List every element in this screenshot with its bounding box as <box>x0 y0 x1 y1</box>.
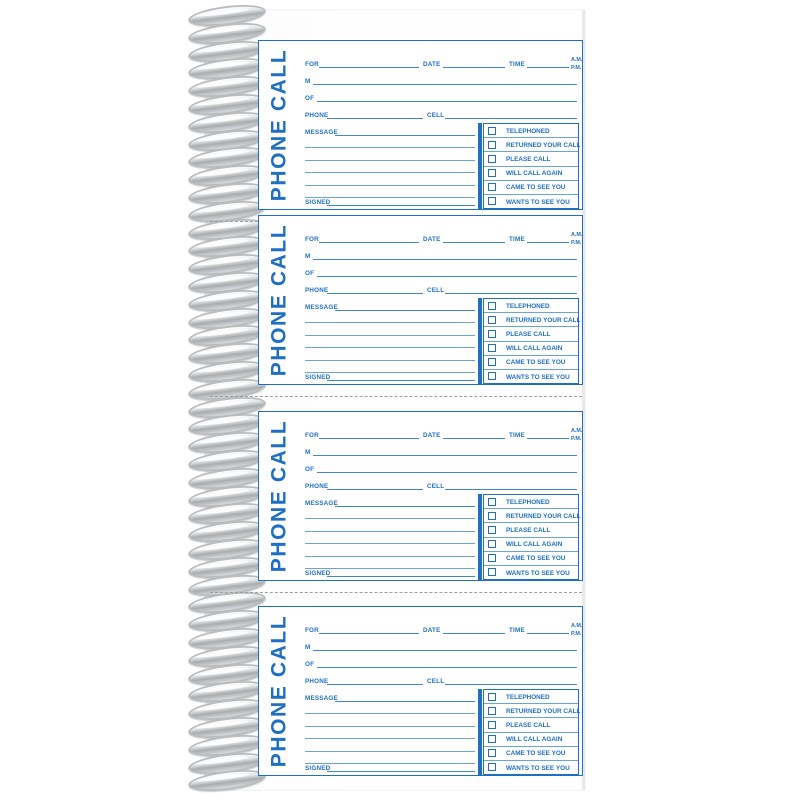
message-rule <box>305 713 475 714</box>
checkbox-came-to-see-you[interactable] <box>488 749 496 757</box>
field-label-signed: SIGNED <box>305 570 331 577</box>
field-label-cell: CELL <box>427 287 445 294</box>
field-label-signed: SIGNED <box>305 765 331 772</box>
field-rule <box>319 67 419 68</box>
form-title-text: PHONE CALL <box>267 223 290 377</box>
checkbox-label: RETURNED YOUR CALL <box>506 512 581 520</box>
checkbox-telephoned[interactable] <box>488 693 496 701</box>
checkbox-wants-to-see-you[interactable] <box>488 763 496 771</box>
field-rule <box>443 438 505 439</box>
field-label-of: OF <box>305 466 315 473</box>
field-label-date: DATE <box>423 627 441 634</box>
field-rule <box>335 135 475 136</box>
checkbox-label: RETURNED YOUR CALL <box>506 316 581 324</box>
field-rule <box>527 438 569 439</box>
checkbox-returned-your-call[interactable] <box>488 512 496 520</box>
checkbox-label: TELEPHONED <box>506 693 550 701</box>
checkbox-row[interactable] <box>484 195 578 209</box>
field-label-phone: PHONE <box>305 483 329 490</box>
checkbox-block <box>483 494 579 580</box>
checkbox-row[interactable] <box>484 523 578 537</box>
phone-call-form <box>258 40 583 210</box>
checkbox-label: PLEASE CALL <box>506 526 551 534</box>
field-rule <box>313 650 577 651</box>
spiral-binding <box>188 6 268 794</box>
checkbox-block <box>483 689 579 775</box>
field-rule <box>327 205 475 206</box>
field-rule <box>527 67 569 68</box>
message-rule <box>305 568 475 569</box>
checkbox-label: CAME TO SEE YOU <box>506 750 566 758</box>
checkbox-label: WILL CALL AGAIN <box>506 170 563 178</box>
form-title-text: PHONE CALL <box>267 614 290 768</box>
field-label-date: DATE <box>423 236 441 243</box>
field-label-message: MESSAGE <box>305 304 338 311</box>
checkbox-label: WANTS TO SEE YOU <box>506 373 570 381</box>
checkbox-row[interactable] <box>484 299 578 313</box>
field-label-time: TIME <box>509 432 525 439</box>
checkbox-row[interactable] <box>484 138 581 152</box>
field-label-message: MESSAGE <box>305 695 338 702</box>
ampm-label <box>571 427 582 444</box>
field-label-cell: CELL <box>427 483 445 490</box>
checkbox-will-call-again[interactable] <box>488 735 496 743</box>
checkbox-came-to-see-you[interactable] <box>488 554 496 562</box>
field-label-signed: SIGNED <box>305 374 331 381</box>
form-body <box>299 607 582 775</box>
message-rule <box>305 147 475 148</box>
field-rule <box>317 101 577 102</box>
checkbox-block <box>483 298 579 384</box>
field-label-of: OF <box>305 95 315 102</box>
checkbox-label: WILL CALL AGAIN <box>506 541 563 549</box>
checkbox-label: CAME TO SEE YOU <box>506 555 566 563</box>
checkbox-please-call[interactable] <box>488 526 496 534</box>
field-rule <box>443 242 505 243</box>
checkbox-label: WANTS TO SEE YOU <box>506 764 570 772</box>
field-rule <box>319 242 419 243</box>
field-rule <box>327 380 475 381</box>
field-rule <box>335 310 475 311</box>
checkbox-row[interactable] <box>484 124 578 138</box>
field-rule <box>445 684 577 685</box>
checkbox-block-spine <box>478 123 482 209</box>
checkbox-came-to-see-you[interactable] <box>488 358 496 366</box>
field-label-time: TIME <box>509 61 525 68</box>
field-rule <box>327 118 423 119</box>
phone-call-form <box>258 606 583 776</box>
checkbox-block <box>483 123 579 209</box>
field-label-date: DATE <box>423 432 441 439</box>
checkbox-telephoned[interactable] <box>488 498 496 506</box>
checkbox-label: PLEASE CALL <box>506 155 551 163</box>
phone-call-form <box>258 411 583 581</box>
field-rule <box>327 489 423 490</box>
message-rule <box>305 763 475 764</box>
field-rule <box>443 633 505 634</box>
checkbox-will-call-again[interactable] <box>488 344 496 352</box>
field-rule <box>335 506 475 507</box>
message-rule <box>305 360 475 361</box>
field-rule <box>313 84 577 85</box>
checkbox-returned-your-call[interactable] <box>488 316 496 324</box>
checkbox-row[interactable] <box>484 509 581 523</box>
perforation-line <box>210 396 582 397</box>
field-rule <box>327 684 423 685</box>
checkbox-label: CAME TO SEE YOU <box>506 184 566 192</box>
checkbox-row[interactable] <box>484 370 578 384</box>
field-rule <box>327 293 423 294</box>
ampm-label <box>571 231 582 248</box>
pm-label: P.M. <box>571 436 582 443</box>
message-rule <box>305 726 475 727</box>
field-rule <box>313 259 577 260</box>
field-rule <box>317 472 577 473</box>
checkbox-label: PLEASE CALL <box>506 721 551 729</box>
field-label-for: FOR <box>305 627 319 634</box>
field-label-time: TIME <box>509 236 525 243</box>
checkbox-telephoned[interactable] <box>488 302 496 310</box>
field-rule <box>335 701 475 702</box>
checkbox-label: RETURNED YOUR CALL <box>506 707 581 715</box>
checkbox-block-spine <box>478 494 482 580</box>
field-rule <box>317 667 577 668</box>
checkbox-label: WILL CALL AGAIN <box>506 345 563 353</box>
checkbox-block-spine <box>478 689 482 775</box>
message-rule <box>305 531 475 532</box>
message-rule <box>305 172 475 173</box>
checkbox-row[interactable] <box>484 747 578 761</box>
field-label-phone: PHONE <box>305 112 329 119</box>
message-rule <box>305 160 475 161</box>
checkbox-came-to-see-you[interactable] <box>488 183 496 191</box>
message-rule <box>305 335 475 336</box>
form-title-text: PHONE CALL <box>267 48 290 202</box>
perforation-line <box>210 592 582 593</box>
checkbox-row[interactable] <box>484 181 578 195</box>
field-label-m: M <box>305 449 311 456</box>
checkbox-row[interactable] <box>484 327 578 341</box>
form-body <box>299 41 582 209</box>
checkbox-label: WANTS TO SEE YOU <box>506 198 570 206</box>
message-rule <box>305 322 475 323</box>
checkbox-label: PLEASE CALL <box>506 330 551 338</box>
pm-label: P.M. <box>571 65 582 72</box>
field-rule <box>319 438 419 439</box>
form-body <box>299 216 582 384</box>
field-rule <box>317 276 577 277</box>
checkbox-telephoned[interactable] <box>488 127 496 135</box>
checkbox-row[interactable] <box>484 718 578 732</box>
pm-label: P.M. <box>571 240 582 247</box>
checkbox-returned-your-call[interactable] <box>488 707 496 715</box>
message-rule <box>305 751 475 752</box>
form-title <box>259 216 299 384</box>
field-label-m: M <box>305 253 311 260</box>
checkbox-please-call[interactable] <box>488 721 496 729</box>
field-label-message: MESSAGE <box>305 500 338 507</box>
checkbox-row[interactable] <box>484 356 578 370</box>
checkbox-wants-to-see-you[interactable] <box>488 372 496 380</box>
field-label-for: FOR <box>305 236 319 243</box>
field-rule <box>327 771 475 772</box>
field-label-of: OF <box>305 661 315 668</box>
phone-call-form <box>258 215 583 385</box>
field-rule <box>313 455 577 456</box>
field-rule <box>443 67 505 68</box>
field-label-time: TIME <box>509 627 525 634</box>
checkbox-label: CAME TO SEE YOU <box>506 359 566 367</box>
checkbox-row[interactable] <box>484 167 578 181</box>
form-title <box>259 41 299 209</box>
checkbox-label: WILL CALL AGAIN <box>506 736 563 744</box>
field-label-cell: CELL <box>427 112 445 119</box>
checkbox-returned-your-call[interactable] <box>488 141 496 149</box>
checkbox-row[interactable] <box>484 152 578 166</box>
checkbox-row[interactable] <box>484 538 578 552</box>
checkbox-row[interactable] <box>484 733 578 747</box>
field-rule <box>327 576 475 577</box>
am-label: A.M. <box>571 428 583 434</box>
field-label-for: FOR <box>305 432 319 439</box>
checkbox-row[interactable] <box>484 566 578 580</box>
message-rule <box>305 518 475 519</box>
message-rule <box>305 543 475 544</box>
checkbox-please-call[interactable] <box>488 330 496 338</box>
message-rule <box>305 738 475 739</box>
form-title <box>259 607 299 775</box>
checkbox-label: WANTS TO SEE YOU <box>506 569 570 577</box>
checkbox-row[interactable] <box>484 704 581 718</box>
field-label-cell: CELL <box>427 678 445 685</box>
checkbox-row[interactable] <box>484 761 578 775</box>
field-label-signed: SIGNED <box>305 199 331 206</box>
am-label: A.M. <box>571 623 583 629</box>
checkbox-row[interactable] <box>484 313 581 327</box>
checkbox-row[interactable] <box>484 552 578 566</box>
checkbox-row[interactable] <box>484 690 578 704</box>
checkbox-row[interactable] <box>484 342 578 356</box>
field-label-m: M <box>305 644 311 651</box>
checkbox-label: TELEPHONED <box>506 127 550 135</box>
field-rule <box>445 489 577 490</box>
field-rule <box>445 118 577 119</box>
field-label-for: FOR <box>305 61 319 68</box>
am-label: A.M. <box>571 57 583 63</box>
form-title <box>259 412 299 580</box>
field-rule <box>319 633 419 634</box>
checkbox-will-call-again[interactable] <box>488 540 496 548</box>
checkbox-block-spine <box>478 298 482 384</box>
field-label-phone: PHONE <box>305 678 329 685</box>
message-rule <box>305 347 475 348</box>
field-label-date: DATE <box>423 61 441 68</box>
message-rule <box>305 372 475 373</box>
field-rule <box>527 633 569 634</box>
checkbox-please-call[interactable] <box>488 155 496 163</box>
am-label: A.M. <box>571 232 583 238</box>
field-label-phone: PHONE <box>305 287 329 294</box>
ampm-label <box>571 56 582 73</box>
field-label-message: MESSAGE <box>305 129 338 136</box>
message-rule <box>305 197 475 198</box>
field-label-m: M <box>305 78 311 85</box>
field-rule <box>527 242 569 243</box>
form-body <box>299 412 582 580</box>
checkbox-row[interactable] <box>484 495 578 509</box>
message-rule <box>305 556 475 557</box>
pm-label: P.M. <box>571 631 582 638</box>
checkbox-label: TELEPHONED <box>506 302 550 310</box>
form-title-text: PHONE CALL <box>267 419 290 573</box>
checkbox-label: TELEPHONED <box>506 498 550 506</box>
checkbox-will-call-again[interactable] <box>488 169 496 177</box>
checkbox-wants-to-see-you[interactable] <box>488 197 496 205</box>
message-rule <box>305 185 475 186</box>
field-rule <box>445 293 577 294</box>
field-label-of: OF <box>305 270 315 277</box>
checkbox-label: RETURNED YOUR CALL <box>506 141 581 149</box>
ampm-label <box>571 622 582 639</box>
checkbox-wants-to-see-you[interactable] <box>488 568 496 576</box>
